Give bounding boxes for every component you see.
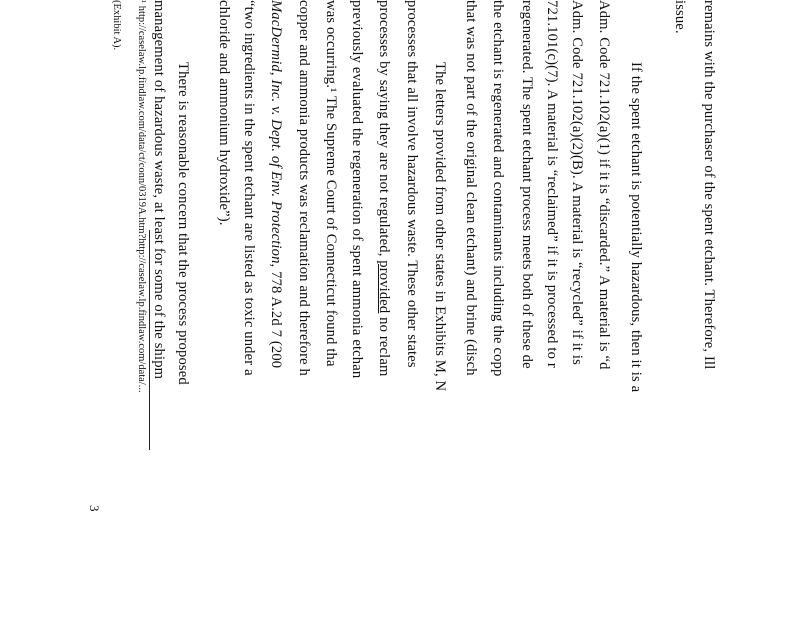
paragraph-first-line: There is reasonable concern that the process proposed [175, 62, 191, 385]
body-line: regenerated. The spent etchant process meets both of these de [519, 0, 535, 369]
paragraph-first-line: The letters provided from other states in Exhibits M, N [432, 62, 448, 392]
case-name: MacDermid, Inc. v. Dept. of Env. Protection [268, 0, 284, 264]
footnote-rule [149, 230, 150, 450]
body-line: issue. [672, 0, 688, 34]
footnote-exhibit: (Exhibit A). [111, 0, 122, 51]
page-number: 3 [87, 505, 102, 512]
paragraph-first-line: If the spent etchant is potentially hazardous, then it is a [628, 62, 644, 393]
body-line: chloride and ammonium hydroxide”). [216, 0, 232, 226]
case-citation-line: MacDermid, Inc. v. Dept. of Env. Protection, 778 A.2d 7 (200 [268, 0, 284, 369]
body-line: previously evaluated the regeneration of spent ammonia etchan [349, 0, 365, 379]
body-line: copper and ammonia products was reclamation and therefore h [296, 0, 312, 376]
body-line: processes by saying they are not regulated, provided no reclam [376, 0, 392, 377]
body-line: processes that all involve hazardous waste. These other states [404, 0, 420, 368]
body-line: Adm. Code 721.102(a)(2)(B). A material is “recycled” if it is [569, 0, 585, 365]
underlined-word: provided [376, 260, 392, 314]
footnote-url: ¹ http://caselaw.lp.findlaw.com/data/ct/conn/0319A.htm?http://caselaw.lp.findlaw.com/data/... [136, 0, 147, 393]
body-line: remains with the purchaser of the spent etchant. Therefore, Ill [701, 0, 717, 370]
body-line: “two ingredients in the spent etchant are listed as toxic under a [241, 0, 257, 376]
body-line: was occurring.¹ The Supreme Court of Connecticut found tha [323, 0, 339, 367]
body-line: 721.101(c)(7). A material is “reclaimed” if it is processed to r [544, 0, 560, 368]
body-line: Adm. Code 721.102(a)(1) if it is “discarded.” A material is “d [596, 0, 612, 370]
body-line: that was not part of the original clean etchant) and brine (disch [463, 0, 479, 376]
body-line: management of hazardous waste, at least for some of the shipm [151, 0, 167, 380]
rotated-document-body [87, 0, 722, 618]
body-line: the etchant is regenerated and contaminants including the copp [490, 0, 506, 377]
